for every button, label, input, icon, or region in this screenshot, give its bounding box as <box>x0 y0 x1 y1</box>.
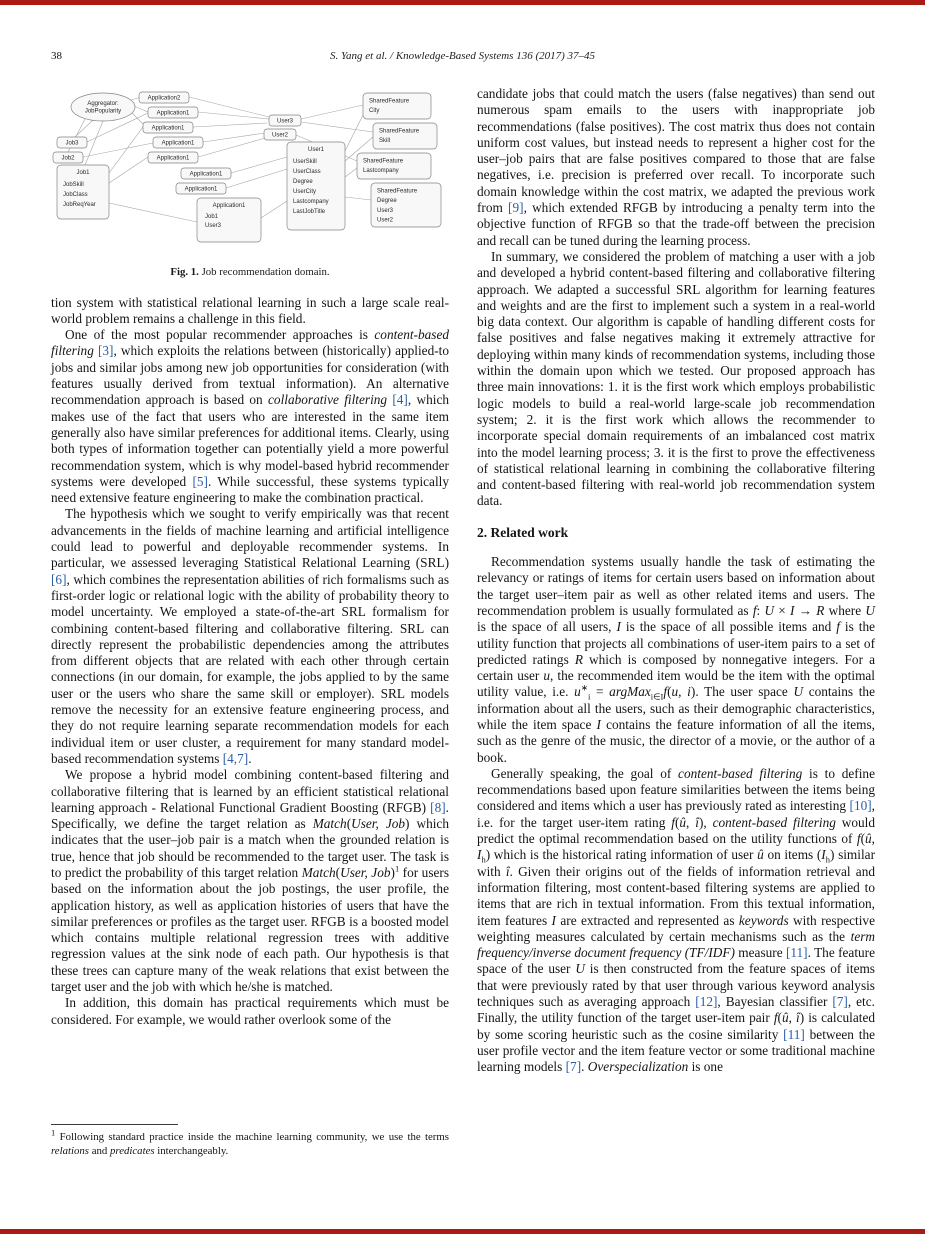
section-heading: 2. Related work <box>477 524 569 540</box>
paragraph: candidate jobs that could match the users (false negatives) than send out numerous spam emails to the users with inappropriate job recommendations (false positives). The cost matrix thus does not contain uniform cost values, but instead needs to represent a higher cost for the user–job pairs that are false positives compared to those that are false negatives, i.e. precision is preferred over recall. To incorporate such domain knowledge within the cost matrix, we adapted the previous work from [9], which extended RFGB by introducing a penalty term into the objective function of RFGB so that the trade-off between the precision and recall can be tuned during the learning process. <box>477 86 875 248</box>
text-segment: î <box>505 863 510 879</box>
node-label: User2 <box>271 132 289 139</box>
page-header <box>0 50 925 66</box>
node-label: UserCity <box>293 189 317 195</box>
text-segment: content-based filtering <box>712 814 836 830</box>
text-segment: û <box>679 814 687 830</box>
text-segment: î <box>796 1010 800 1026</box>
figure-node-user1-detail <box>287 142 345 230</box>
citation-link[interactable]: [12] <box>695 994 718 1010</box>
text-segment: I <box>616 619 621 635</box>
node-label: SharedFeature <box>379 128 420 135</box>
figure-caption <box>51 264 449 280</box>
text-segment: û <box>757 847 764 863</box>
text-segment: I <box>821 847 826 863</box>
text-segment: f <box>773 1010 778 1026</box>
node-label: Job1 <box>76 170 90 176</box>
node-label: Application1 <box>156 155 190 162</box>
node-label: Application1 <box>189 171 223 178</box>
paragraph: One of the most popular recommender approaches is content-based filtering [3], which exploits the relations between (historically) applied-to jobs and similar jobs among new job opportunities for consideration (with features usually derived from textual information). An alternative recommendation approach is based on collaborative filtering [4], which makes use of the fact that users who are interested in the same item generally also have similar preferences for additional items. Clearly, using both types of information together can potentially yield a more powerful recommendation system, which is why model-based hybrid recommender systems were developed [5]. While successful, these systems typically need extensive feature engineering to make the combination practical. <box>51 327 449 506</box>
text-segment: 1 <box>394 863 400 874</box>
node-label: LastJobTitle <box>293 209 326 215</box>
paragraph: We propose a hybrid model combining content-based filtering and collaborative filtering that is learned by an efficient statistical relational learning approach - Relational Functional Gradient Boosting (RFGB) [8]. Specifically, we define the target relation as Match(User, Job) which indicates that the user–job pair is a match when the grounded relation is true, hence that job should be recommended to the target user. The task is to predict the probability of this target relation Match(User, Job)$^1$ for users based on the information about the job postings, the user profile, the application history, as well as application histories of users that have the similar preferences or profiles as the target user. RFGB is a boosted model which contains multiple relational regression trees with additive regression values at the sink node of each path. Our hypothesis is that these trees can capture many of the weak relations that exist between the target user and the job with which he/she is matched. <box>51 767 449 995</box>
text-segment: f <box>856 831 861 847</box>
node-label: SharedFeature <box>377 188 418 195</box>
node-label: Skill <box>379 138 391 144</box>
node-label: User3 <box>276 118 294 125</box>
text-segment: û <box>865 831 872 847</box>
text-segment: f <box>671 814 675 830</box>
text-segment: i∈I <box>650 692 664 703</box>
node-label: City <box>369 108 380 114</box>
node-label: JobPopularity <box>84 108 122 115</box>
text-segment: content-based filtering <box>51 327 449 359</box>
top-rule <box>0 0 925 5</box>
citation-link[interactable]: [7] <box>565 1059 582 1075</box>
text-segment: î <box>695 814 699 830</box>
node-label: Degree <box>293 179 313 185</box>
text-segment: User, Job <box>351 816 406 832</box>
text-segment: U <box>764 602 775 618</box>
text-segment: Match <box>301 864 336 880</box>
running-head: S. Yang et al. / Knowledge-Based Systems 136 (2017) 37–45 <box>329 50 596 62</box>
citation-link[interactable]: [9] <box>508 200 524 216</box>
figure-node-sharedfeature-city <box>363 93 431 119</box>
figure-node-application1-a <box>148 107 198 118</box>
figure-caption-text: Job recommendation domain. <box>201 266 330 279</box>
node-label: Degree <box>377 198 397 204</box>
text-segment: u <box>543 668 551 684</box>
figure-node-job1-detail <box>57 165 109 219</box>
text-segment: I <box>596 716 601 732</box>
citation-link[interactable]: [6] <box>51 571 67 587</box>
text-segment: Overspecialization <box>587 1059 689 1075</box>
node-label: User1 <box>307 147 325 153</box>
text-segment: I <box>790 602 795 618</box>
text-segment: 1 <box>51 1127 56 1138</box>
node-label: Job2 <box>61 155 75 162</box>
figure-node-sharedfeature-skill <box>373 123 437 149</box>
citation-link[interactable]: [3] <box>97 343 114 359</box>
figure-node-job3 <box>57 137 87 148</box>
text-segment: û <box>781 1010 789 1026</box>
text-segment: I <box>551 912 556 928</box>
text-segment: i <box>587 692 591 703</box>
figure-caption-label: Fig. 1. <box>170 266 199 279</box>
citation-link[interactable]: [4,7] <box>222 750 249 766</box>
node-label: JobSkill <box>63 182 84 188</box>
node-label: SharedFeature <box>363 158 404 165</box>
text-segment: User, Job <box>340 864 391 880</box>
text-segment: keywords <box>738 912 789 928</box>
paragraph: Recommendation systems usually handle the task of estimating the relevancy or ratings of items for certain users based on information about the target user–item pair as well as other related items and users. The recommendation problem is usually formulated as f: U × I → R where U is the space of all users, I is the space of all possible items and f is the utility function that projects all combinations of user-item pairs to a set of predicted ratings R which is composed by nonnegative integers. For a certain user u, the recommended item would be the item with the optimal utility value, i.e. $u^∗_i$ = argMax$_{i\in I}$f(u, i). The user space U contains the information about all the users, such as their demographic characteristics, while the item space I contains the feature information of all the items, such as the genre of the music, the director of a movie, or the author of a book. <box>477 554 876 765</box>
text-segment: R <box>816 602 825 618</box>
node-label: User2 <box>377 217 394 224</box>
text-segment: f <box>836 619 840 635</box>
text-segment: U <box>793 684 804 700</box>
figure-node-sharedfeature-lastcompany <box>357 153 431 179</box>
page-number: 38 <box>51 50 62 62</box>
figure-node-user2 <box>264 129 296 140</box>
figure-node-sharedfeature-degree <box>371 183 441 227</box>
figure-node-application1-detail <box>197 198 261 242</box>
text-segment: relations <box>51 1144 89 1157</box>
figure-node-application1-d <box>148 152 198 163</box>
figure-node-application1-e <box>181 168 231 179</box>
figure-1 <box>51 85 449 281</box>
figure-node-application2 <box>139 92 189 103</box>
text-segment: R <box>574 651 583 667</box>
node-label: Application2 <box>147 95 181 102</box>
paragraph: In addition, this domain has practical requirements which must be considered. For example, we would rather overlook some of the <box>51 995 449 1027</box>
text-segment: I <box>477 847 482 863</box>
node-label: User3 <box>205 223 222 229</box>
node-label: UserSkill <box>293 159 317 165</box>
node-label: Application1 <box>184 186 218 193</box>
paragraph: The hypothesis which we sought to verify empirically was that recent advancements in the fields of machine learning and artificial intelligence could lead to powerful and deployable recommender systems. In particular, we assessed leveraging Statistical Relational Learning (SRL) [6], which combines the representation abilities of rich formalisms such as first-order logic or relational logic with the ability of probability theory to model uncertainty. We employed a state-of-the-art SRL formalism for combining content-based filtering and collaborative filtering. SRL can directly represent the probabilistic dependencies among the attributes from different objects that are related with each other through certain connections (in our domain, for example, the jobs applied to by the same user or the users who share the same skill or employer). SRL models remove the necessity for an extensive feature engineering process, and they do not require learning separate recommendation models for each individual item or user cluster, a requirement for many standard model-based recommendation systems [4,7]. <box>51 506 449 766</box>
citation-link[interactable]: [11] <box>785 945 808 961</box>
text-segment: Match <box>312 816 347 832</box>
node-label: JobReqYear <box>63 202 96 208</box>
paragraph: In summary, we considered the problem of matching a user with a job and developed a hybrid content-based filtering and collaborative filtering approach. We adapted a successful SRL algorithm for learning features and weights and are the first to implement such a system in a real-world big data context. Our algorithm is capable of handling different costs for false positives and false negatives making it extremely attractive for deploying within many kinds of recommendation systems, including those within the domain upon which we tested. Our proposed approach has three main innovations: 1. it is the first work which employs probabilistic logic models to build a real-world large-scale job recommendation system; 2. it is the first work which allows the recommender to incorporate special domain requirements of an imbalanced cost matrix into the model learning process; 3. it is the first to prove the effectiveness of statistical relational learning in combining the collaborative filtering and content-based filtering with real-world job recommendation system data. <box>477 248 875 509</box>
text-segment: f <box>752 602 757 618</box>
text-segment: u, i <box>671 684 691 700</box>
footnote-text: $^1$ Following standard practice inside the machine learning community, we use the terms relations and predicates interchangeably. <box>51 1127 449 1157</box>
node-label: Aggregator: <box>87 101 119 107</box>
node-label: Job1 <box>205 214 219 220</box>
figure-node-job2 <box>53 152 83 163</box>
citation-link[interactable]: [5] <box>192 473 208 489</box>
node-label: Lastcompany <box>293 199 329 205</box>
text-segment: ∗ <box>580 682 588 693</box>
node-label: Application1 <box>151 125 185 132</box>
citation-link[interactable]: [11] <box>783 1026 805 1042</box>
figure-node-application1-b <box>143 122 193 133</box>
paragraph: tion system with statistical relational learning in such a large scale real-world problem remains a challenge in this field. <box>51 294 449 326</box>
text-segment: predicates <box>110 1144 155 1157</box>
node-label: UserClass <box>293 169 321 175</box>
left-column <box>51 85 449 1028</box>
bottom-rule <box>0 1229 925 1234</box>
text-segment: term frequency/inverse document frequency (TF/IDF) <box>477 928 875 961</box>
text-segment: f <box>663 684 668 700</box>
citation-link[interactable]: [8] <box>430 799 446 815</box>
text-segment: argMax <box>609 684 651 700</box>
node-label: Application1 <box>212 203 246 209</box>
node-label: Application1 <box>161 140 195 147</box>
text-segment: content-based filtering <box>678 765 803 781</box>
node-label: User3 <box>377 208 394 214</box>
node-label: Job3 <box>65 140 79 147</box>
right-column <box>477 86 875 1076</box>
figure-node-application1-f <box>176 183 226 194</box>
text-segment: collaborative filtering <box>268 392 388 408</box>
figure-node-aggregator <box>71 93 135 121</box>
paragraph: Generally speaking, the goal of content-based filtering is to define recommendations based upon feature similarities between the items being considered and items which a user has previously rated as interesting [10], i.e. for the target user-item rating f(û, î), content-based filtering would predict the optimal recommendation based on the utility functions of f(û, $I_h$) which is the historical rating information of user û on items $(I_h)$ similar with î. Given their origins out of the fields of information retrieval and information filtering, most content-based filtering systems are applied to items that are rich in textual information. From this textual information, item features I are extracted and represented as keywords with respective weighting measures calculated by certain mechanisms such as the term frequency/inverse document frequency (TF/IDF) measure [11]. The feature space of the user U is then constructed from the feature spaces of items that were previously rated by that user through various keyword analysis techniques such as averaging approach [12], Bayesian classifier [7], etc. Finally, the utility function of the target user-item pair f(û, î) is calculated by some scoring heuristic such as the cosine similarity [11] between the user profile vector and the item feature vector or some traditional machine learning models [7]. Overspecialization is one <box>477 765 876 1075</box>
node-label: JobClass <box>63 192 88 198</box>
text-segment: h <box>481 855 486 866</box>
citation-link[interactable]: [4] <box>392 392 408 408</box>
text-segment: u <box>574 684 581 700</box>
figure-node-application1-c <box>153 137 203 148</box>
figure-node-user3 <box>269 115 301 126</box>
figure-diagram <box>51 85 447 253</box>
node-label: SharedFeature <box>369 98 410 105</box>
text-segment: h <box>825 855 830 866</box>
text-segment: U <box>575 961 585 977</box>
node-label: Application1 <box>156 110 190 117</box>
citation-link[interactable]: [7] <box>832 994 848 1010</box>
text-segment: U <box>865 602 875 618</box>
citation-link[interactable]: [10] <box>849 798 872 814</box>
footnote <box>51 1124 449 1158</box>
footnote-rule <box>51 1124 178 1125</box>
node-label: Lastcompany <box>363 168 399 174</box>
